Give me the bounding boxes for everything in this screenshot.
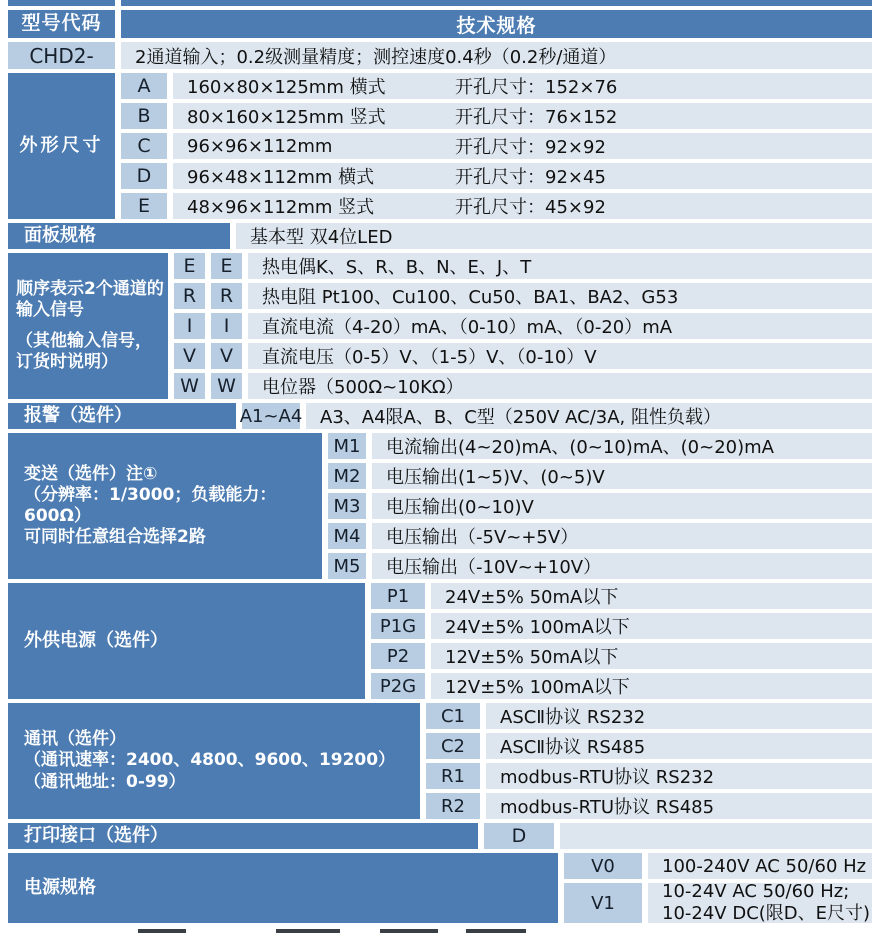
input-signal-label [8, 253, 168, 399]
table-header-row [8, 10, 872, 38]
table-row [328, 523, 872, 549]
input-desc-cell: 热电阻 Pt100、Cu100、Cu50、BA1、BA2、G53 [248, 283, 872, 309]
ext-power-code-cell: P1 [371, 583, 425, 609]
transmit-code-cell: M5 [328, 553, 366, 579]
comm-code-cell: C2 [426, 733, 480, 759]
table-row [174, 373, 872, 399]
comm-desc-cell: modbus-RTU协议 RS232 [486, 763, 872, 789]
dim-spec: 96×48×112mm 横式 [187, 167, 375, 188]
input-code-ch2: I [211, 313, 242, 339]
dim-spec: 48×96×112mm 竖式 [187, 197, 375, 218]
alarm-label: 报警（选件） [8, 403, 236, 429]
ext-power-label: 外供电源（选件） [8, 583, 365, 699]
input-code-ch2: R [211, 283, 242, 309]
ext-power-desc-cell: 24V±5% 50mA以下 [431, 583, 872, 609]
input-desc-cell: 直流电压（0-5）V、（1-5）V、（0-10）V [248, 343, 872, 369]
power-code-cell: V1 [564, 883, 642, 923]
comm-label-line2: （通讯速率：2400、4800、9600、19200） [24, 750, 396, 771]
comm-label-line1: 通讯（选件） [24, 729, 126, 750]
table-row [328, 433, 872, 459]
input-signal-section [8, 253, 872, 399]
ext-power-code-cell: P1G [371, 613, 425, 639]
print-desc-cell [560, 823, 872, 849]
table-row [174, 313, 872, 339]
cropped-top-strip-segment [121, 0, 872, 6]
table-row [564, 853, 872, 879]
transmit-desc-cell: 电压输出（-10V~+10V） [372, 553, 872, 579]
dim-spec: 96×96×112mm [187, 135, 333, 157]
power-spec-label: 电源规格 [8, 853, 558, 923]
input-code-ch1: W [174, 373, 205, 399]
ext-power-desc-cell: 12V±5% 100mA以下 [431, 673, 872, 699]
transmit-label-line3: 可同时任意组合选择2路 [24, 527, 206, 548]
ext-power-code-cell: P2 [371, 643, 425, 669]
cropped-top-strip-segment [8, 0, 115, 6]
input-code-ch1: E [174, 253, 205, 279]
dim-code-cell: A [121, 73, 167, 99]
alarm-code-cell: A1~A4 [242, 403, 300, 429]
model-code-cell: CHD2- [8, 42, 115, 69]
panel-row [8, 223, 872, 249]
dimensions-section [8, 73, 872, 219]
input-code-ch2: V [211, 343, 242, 369]
input-signal-label-line1: 顺序表示2个通道的输入信号 [16, 278, 164, 320]
table-row [371, 613, 872, 639]
comm-label-line3: （通讯地址：0-99） [24, 771, 186, 792]
table-row [371, 673, 872, 699]
transmit-desc-cell: 电压输出（-5V~+5V） [372, 523, 872, 549]
power-desc-cell: 100-240V AC 50/60 Hz [648, 853, 872, 879]
transmit-section [8, 433, 872, 579]
dim-cutout: 开孔尺寸：76×152 [455, 107, 618, 128]
transmit-desc-cell: 电压输出(0~10)V [372, 493, 872, 519]
comm-code-cell: R1 [426, 763, 480, 789]
table-row [328, 553, 872, 579]
alarm-row [8, 403, 872, 429]
comm-code-cell: C1 [426, 703, 480, 729]
spec-table [8, 0, 872, 935]
input-code-ch2: E [211, 253, 242, 279]
dim-code-cell: B [121, 103, 167, 129]
table-row [328, 493, 872, 519]
transmit-code-cell: M4 [328, 523, 366, 549]
comm-desc-cell: ASCⅡ协议 RS232 [486, 703, 872, 729]
dim-code-cell: D [121, 163, 167, 189]
power-desc-line2: 10-24V DC(限D、E尺寸) [662, 903, 871, 924]
cropped-top-strip [8, 0, 872, 6]
table-row [121, 163, 872, 189]
transmit-label-line1: 变送（选件）注① [24, 463, 158, 484]
table-row [121, 133, 872, 159]
comm-section [8, 703, 872, 819]
power-spec-section [8, 853, 872, 923]
dim-cutout: 开孔尺寸：45×92 [455, 197, 606, 218]
header-tech-spec: 技术规格 [121, 10, 872, 38]
ext-power-desc-cell: 12V±5% 50mA以下 [431, 643, 872, 669]
input-code-ch1: I [174, 313, 205, 339]
dim-code-cell: C [121, 133, 167, 159]
input-desc-cell: 电位器（500Ω~10KΩ） [248, 373, 872, 399]
input-code-ch2: W [211, 373, 242, 399]
input-desc-cell: 直流电流（4-20）mA、（0-10）mA、（0-20）mA [248, 313, 872, 339]
power-code-cell: V0 [564, 853, 642, 879]
print-code-cell: D [484, 823, 554, 849]
table-row [121, 73, 872, 99]
input-code-ch1: V [174, 343, 205, 369]
dim-desc-cell [173, 163, 872, 189]
transmit-code-cell: M3 [328, 493, 366, 519]
dim-code-cell: E [121, 193, 167, 219]
transmit-desc-cell: 电压输出(1~5)V、(0~5)V [372, 463, 872, 489]
dimensions-label: 外形尺寸 [8, 73, 115, 219]
cropped-bottom-artifacts [8, 927, 872, 935]
comm-desc-cell: modbus-RTU协议 RS485 [486, 793, 872, 819]
transmit-code-cell: M1 [328, 433, 366, 459]
dim-desc-cell [173, 103, 872, 129]
table-row [426, 733, 872, 759]
table-row [426, 763, 872, 789]
table-row [426, 793, 872, 819]
header-model-code: 型号代码 [8, 10, 115, 38]
cropped-text-artifact [466, 929, 526, 933]
input-signal-label-line2: （其他输入信号，订货时说明） [16, 331, 152, 373]
dim-desc-cell [173, 193, 872, 219]
transmit-code-cell: M2 [328, 463, 366, 489]
ext-power-section [8, 583, 872, 699]
power-desc-line1: 10-24V AC 50/60 Hz; [662, 881, 850, 903]
transmit-desc-cell: 电流输出(4~20)mA、(0~10)mA、(0~20)mA [372, 433, 872, 459]
dim-cutout: 开孔尺寸：92×45 [455, 167, 606, 188]
table-row [174, 283, 872, 309]
transmit-label [8, 433, 322, 579]
table-row [121, 193, 872, 219]
panel-label: 面板规格 [8, 223, 230, 249]
panel-value-cell: 基本型 双4位LED [236, 223, 872, 249]
ext-power-code-cell: P2G [371, 673, 425, 699]
table-row [371, 643, 872, 669]
dim-cutout: 开孔尺寸：152×76 [455, 77, 618, 98]
dim-spec: 80×160×125mm 竖式 [187, 107, 386, 128]
comm-desc-cell: ASCⅡ协议 RS485 [486, 733, 872, 759]
table-row [426, 703, 872, 729]
dim-desc-cell [173, 73, 872, 99]
model-desc-cell: 2通道输入；0.2级测量精度；测控速度0.4秒（0.2秒/通道） [121, 42, 872, 69]
table-row [564, 883, 872, 923]
print-row [8, 823, 872, 849]
label-spacer [16, 321, 164, 331]
comm-label [8, 703, 420, 819]
power-desc-cell [648, 883, 872, 923]
dim-desc-cell [173, 133, 872, 159]
table-row [121, 103, 872, 129]
model-row [8, 42, 872, 69]
alarm-desc-cell: A3、A4限A、B、C型（250V AC/3A, 阻性负载） [306, 403, 872, 429]
cropped-text-artifact [138, 929, 186, 933]
cropped-text-artifact [276, 929, 340, 933]
comm-code-cell: R2 [426, 793, 480, 819]
print-label: 打印接口（选件） [8, 823, 478, 849]
transmit-label-line2: （分辨率：1/3000；负载能力：600Ω） [24, 484, 277, 526]
dim-cutout: 开孔尺寸：92×92 [455, 137, 606, 158]
table-row [174, 253, 872, 279]
dim-spec: 160×80×125mm 横式 [187, 77, 386, 98]
table-row [371, 583, 872, 609]
table-row [328, 463, 872, 489]
cropped-text-artifact [380, 929, 438, 933]
input-code-ch1: R [174, 283, 205, 309]
input-desc-cell: 热电偶K、S、R、B、N、E、J、T [248, 253, 872, 279]
table-row [174, 343, 872, 369]
ext-power-desc-cell: 24V±5% 100mA以下 [431, 613, 872, 639]
